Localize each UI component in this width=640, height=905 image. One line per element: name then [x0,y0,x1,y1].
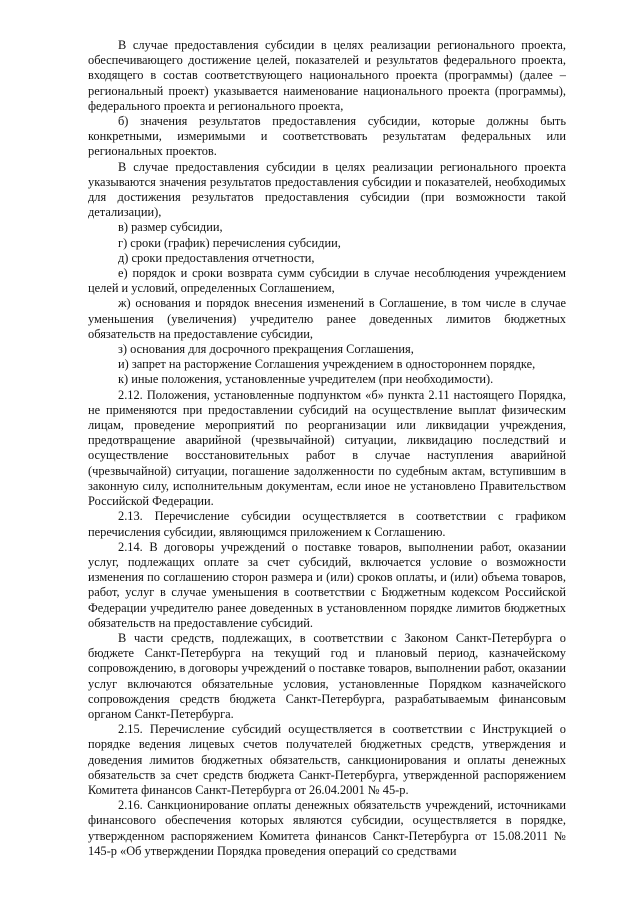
paragraph-regional-project-note: В случае предоставления субсидии в целях реализации регионального проекта, обеспечивающего достижение целей, показателей и результатов федерального проекта, входящего в состав соответствующего национального проекта (программы) (далее – региональный проект) указывается наименование национального проекта (программы), федерального проекта и регионального проекта, [88,38,566,113]
paragraph-2-12: 2.12. Положения, установленные подпунктом «б» пункта 2.11 настоящего Порядка, не применяются при предоставлении субсидий на осуществление выплат физическим лицам, проведение мероприятий по реорганизации или ликвидации учреждения, предотвращение аварийной (чрезвычайной) ситуации, ликвидацию последствий и осуществление восстановительных работ в случае наступления аварийной (чрезвычайной) ситуации, погашение задолженности по судебным актам, вступившим в законную силу, исполнительным документам, если иное не установлено Правительством Российской Федерации. [88,387,566,509]
paragraph-item-zh: ж) основания и порядок внесения изменений в Соглашение, в том числе в случае уменьшения (увеличения) учредителю ранее доведенных лимитов бюджетных обязательств на предоставление субсидии, [88,296,566,341]
paragraph-item-g: г) сроки (график) перечисления субсидии, [118,235,341,250]
paragraph-item-d: д) сроки предоставления отчетности, [118,250,315,265]
paragraph-item-e: е) порядок и сроки возврата сумм субсидии в случае несоблюдения учреждением целей и условий, определенных Соглашением, [88,266,566,296]
paragraph-treasury-support: В части средств, подлежащих, в соответствии с Законом Санкт-Петербурга о бюджете Санкт-Петербурга на текущий год и плановый период, казначейскому сопровождению, в договоры учреждений о поставке товаров, выполнении работ, оказании услуг включаются обязательные условия, установленные Порядком казначейского сопровождения средств бюджета Санкт-Петербурга, разрабатываемым финансовым органом Санкт-Петербурга. [88,630,566,721]
paragraph-2-16: 2.16. Санкционирование оплаты денежных обязательств учреждений, источниками финансового обеспечения которых являются субсидии, осуществляется в порядке, утвержденном распоряжением Комитета финансов Санкт-Петербурга от 15.08.2011 № 145-р «Об утверждении Порядка проведения операций со средствами [88,798,566,858]
paragraph-item-i: и) запрет на расторжение Соглашения учреждением в одностороннем порядке, [118,357,536,372]
paragraph-2-15: 2.15. Перечисление субсидий осуществляется в соответствии с Инструкцией о порядке ведения лицевых счетов получателей бюджетных средств, утверждения и доведения лимитов бюджетных обязательств, санкционирования и оплаты денежных обязательств за счет средств бюджета Санкт-Петербурга, утвержденной распоряжением Комитета финансов Санкт-Петербурга от 26.04.2001 № 45-р. [88,722,566,797]
document-body [88,38,566,859]
paragraph-item-k: к) иные положения, установленные учредителем (при необходимости). [118,372,494,387]
paragraph-item-b: б) значения результатов предоставления субсидии, которые должны быть конкретными, измеримыми и соответствовать результатам федеральных или региональных проектов. [88,114,566,159]
paragraph-2-13: 2.13. Перечисление субсидии осуществляется в соответствии с графиком перечисления субсидии, являющимся приложением к Соглашению. [88,509,566,539]
paragraph-2-14: 2.14. В договоры учреждений о поставке товаров, выполнении работ, оказании услуг, подлежащих оплате за счет субсидий, включается условие о возможности изменения по соглашению сторон размера и (или) сроков оплаты, и (или) объема товаров, работ, услуг в случае уменьшения в соответствии с Бюджетным кодексом Российской Федерации учредителю ранее доведенных в установленном порядке лимитов бюджетных обязательств на предоставление субсидий. [88,539,566,630]
paragraph-item-z: з) основания для досрочного прекращения Соглашения, [118,342,414,357]
paragraph-regional-project-values: В случае предоставления субсидии в целях реализации регионального проекта указываются значения результатов предоставления субсидии и показателей, необходимых для достижения результатов предоставления субсидии (при возможности такой детализации), [88,159,566,220]
paragraph-item-v: в) размер субсидии, [118,220,223,235]
